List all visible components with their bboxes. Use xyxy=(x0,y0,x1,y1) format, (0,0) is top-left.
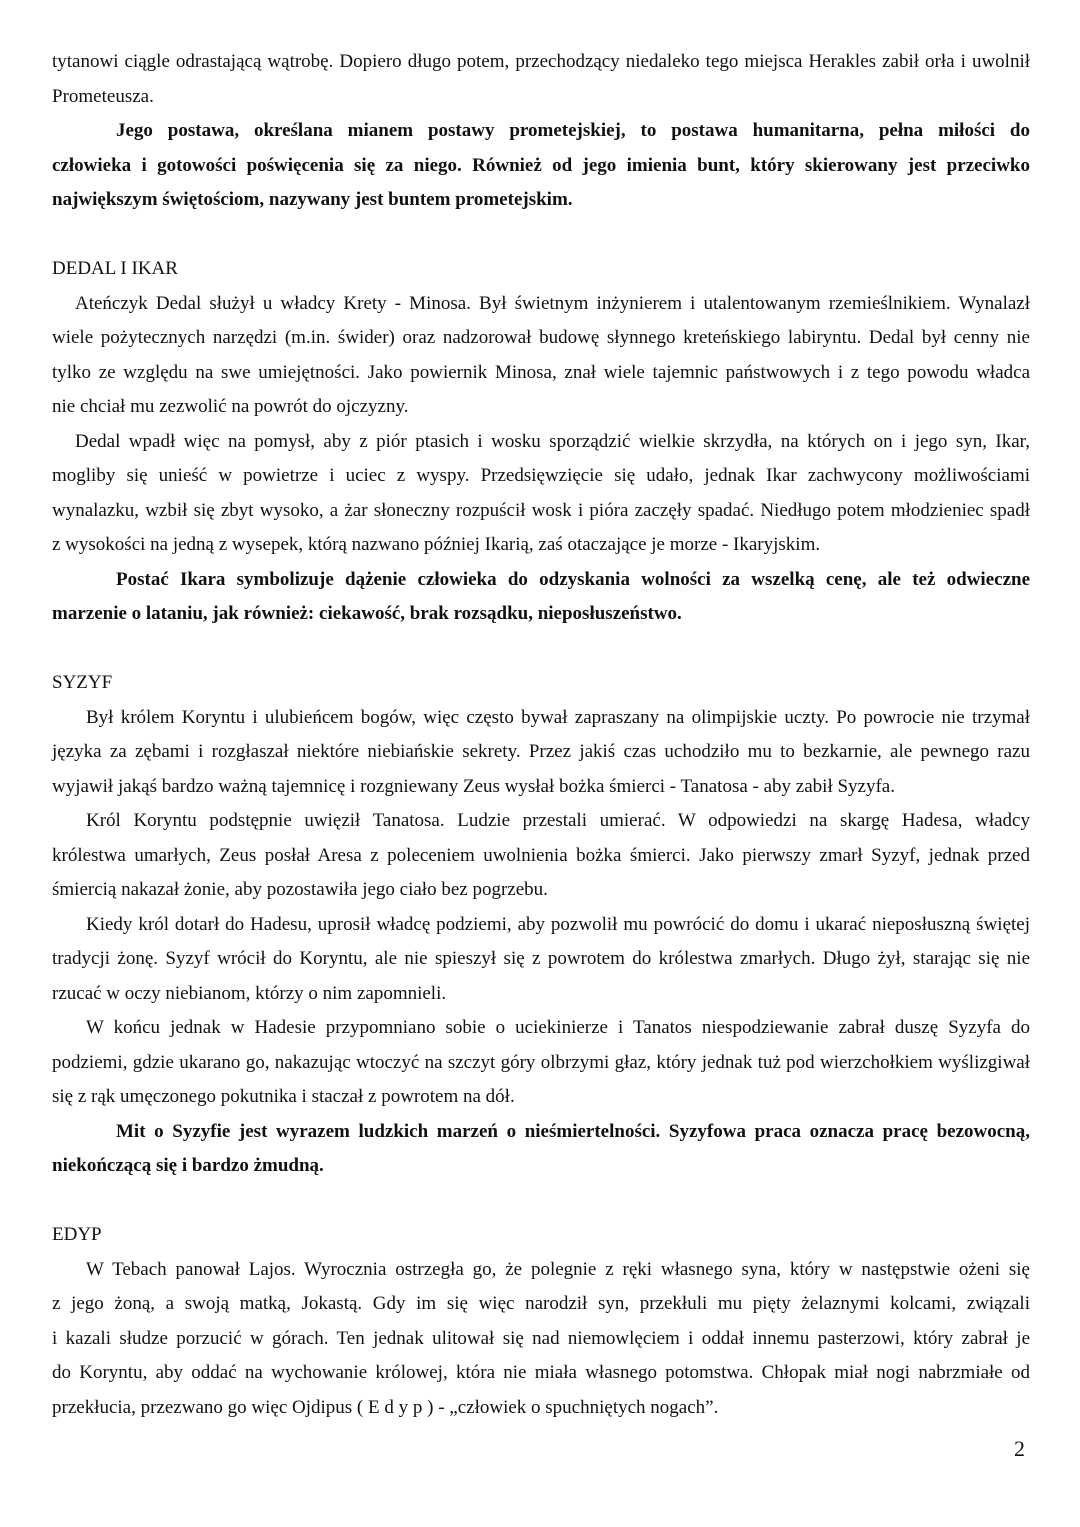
text-line: człowieka i gotowości poświęcenia się za niego. Również od jego imienia bunt, który skierowany jest przeciwko xyxy=(52,154,1030,176)
section-heading: SYZYF xyxy=(52,672,113,693)
paragraph xyxy=(52,287,1030,425)
paragraph xyxy=(52,804,1030,908)
text-line: się z rąk umęczonego pokutnika i staczał z powrotem na dół. xyxy=(52,1086,515,1107)
text-line: Jego postawa, określana mianem postawy prometejskiej, to postawa humanitarna, pełna miłości do xyxy=(116,120,1030,141)
bold-summary-paragraph xyxy=(52,563,1030,632)
paragraph xyxy=(52,1253,1030,1426)
text-line: mogliby się unieść w powietrze i uciec z wyspy. Przedsięwzięcie się udało, jednak Ikar zachwycony możliwościami xyxy=(52,465,1030,486)
paragraph xyxy=(52,45,1030,114)
text-line: Kiedy król dotarł do Hadesu, uprosił władcę podziemi, aby pozwolił mu powrócić do domu i ukarać nieposłuszną świętej xyxy=(86,913,1030,935)
paragraph xyxy=(52,701,1030,805)
text-line: z jego żoną, a swoją matką, Jokastą. Gdy im się więc narodził syn, przekłuli mu pięty żelaznymi kolcami, związali xyxy=(52,1293,1030,1314)
bold-summary-paragraph xyxy=(52,1115,1030,1184)
text-line: tradycji żonę. Syzyf wrócił do Koryntu, ale nie spieszył się z powrotem do królestwa zmarłych. Długo żył, starając się nie xyxy=(52,948,1030,969)
text-line: z wysokości na jedną z wysepek, którą nazwano później Ikarią, zaś otaczające je morze - Ikaryjskim. xyxy=(52,534,821,555)
text-line: marzenie o lataniu, jak również: ciekawość, brak rozsądku, nieposłuszeństwo. xyxy=(52,603,682,624)
paragraph xyxy=(52,908,1030,1012)
paragraph xyxy=(52,1011,1030,1115)
bold-summary-paragraph xyxy=(52,114,1030,218)
text-line: i kazali słudze porzucić w górach. Ten jednak ulitował się nad niemowlęciem i oddał innemu pasterzowi, który zabrał je xyxy=(52,1327,1030,1349)
text-line: W końcu jednak w Hadesie przypomniano sobie o uciekinierze i Tanatos niespodziewanie zabrał duszę Syzyfa do xyxy=(86,1017,1030,1038)
text-line: Dedal wpadł więc na pomysł, aby z piór ptasich i wosku sporządzić wielkie skrzydła, na których on i jego syn, Ikar, xyxy=(75,430,1030,452)
document-body xyxy=(52,45,1030,1425)
text-line: podziemi, gdzie ukarano go, nakazując wtoczyć na szczyt góry olbrzymi głaz, który jednak tuż pod wierzchołkiem wyślizgiwał xyxy=(52,1051,1030,1073)
text-line: języka za zębami i rozgłaszał niektóre niebiańskie sekrety. Przez jakiś czas uchodziło mu to bezkarnie, ale pewnego razu xyxy=(52,741,1030,762)
text-line: rzucać w oczy niebianom, którzy o nim zapomnieli. xyxy=(52,982,447,1004)
text-line: śmiercią nakazał żonie, aby pozostawiła jego ciało bez pogrzebu. xyxy=(52,879,548,900)
text-line: Mit o Syzyfie jest wyrazem ludzkich marzeń o nieśmiertelności. Syzyfowa praca oznacza pracę bezowocną, xyxy=(116,1120,1030,1142)
text-line: wyjawił jakąś bardzo ważną tajemnicę i rozgniewany Zeus wysłał bożka śmierci - Tanatosa - aby zabił Syzyfa. xyxy=(52,775,895,797)
text-line: wiele pożytecznych narzędzi (m.in. świder) oraz nadzorował budowę słynnego kreteńskiego labiryntu. Dedal był cenny nie xyxy=(52,327,1030,348)
page-number: 2 xyxy=(1014,1436,1025,1461)
paragraph xyxy=(52,425,1030,563)
text-line: królestwa umarłych, Zeus posłał Aresa z poleceniem uwolnienia bożka śmierci. Jako pierwszy zmarł Syzyf, jednak przed xyxy=(52,844,1030,866)
text-line: niekończącą się i bardzo żmudną. xyxy=(52,1155,324,1176)
section-heading: DEDAL I IKAR xyxy=(52,258,178,279)
blank-line xyxy=(52,218,1030,253)
text-line: wynalazku, wzbił się zbyt wysoko, a żar słoneczny rozpuścił wosk i pióra zaczęły spadać. Niedługo potem młodzieniec spadł xyxy=(52,499,1030,521)
text-line: tylko ze względu na swe umiejętności. Jako powiernik Minosa, znał wiele tajemnic państwowych i z tego powodu władca xyxy=(52,361,1030,383)
text-line: Król Koryntu podstępnie uwięził Tanatosa. Ludzie przestali umierać. W odpowiedzi na skargę Hadesa, władcy xyxy=(86,810,1030,831)
text-line: tytanowi ciągle odrastającą wątrobę. Dopiero długo potem, przechodzący niedaleko tego miejsca Herakles zabił orła i uwolnił xyxy=(52,51,1030,72)
blank-line xyxy=(52,632,1030,667)
section-heading: EDYP xyxy=(52,1224,102,1245)
text-line: do Koryntu, aby oddać na wychowanie królowej, która nie miała własnego potomstwa. Chłopak miał nogi nabrzmiałe od xyxy=(52,1362,1030,1383)
text-line: największym świętościom, nazywany jest buntem prometejskim. xyxy=(52,189,573,210)
text-line: nie chciał mu zezwolić na powrót do ojczyzny. xyxy=(52,396,409,417)
text-line: Postać Ikara symbolizuje dążenie człowieka do odzyskania wolności za wszelką cenę, ale też odwieczne xyxy=(116,568,1030,590)
text-line: Prometeusza. xyxy=(52,85,154,107)
text-line: Ateńczyk Dedal służył u władcy Krety - Minosa. Był świetnym inżynierem i utalentowanym rzemieślnikiem. Wynalazł xyxy=(75,292,1030,314)
blank-line xyxy=(52,1184,1030,1219)
text-line: Był królem Koryntu i ulubieńcem bogów, więc często bywał zapraszany na olimpijskie uczty. Po powrocie nie trzymał xyxy=(86,706,1030,728)
text-line: przekłucia, przezwano go więc Ojdipus ( E d y p ) - „człowiek o spuchniętych nogach”. xyxy=(52,1396,719,1418)
text-line: W Tebach panował Lajos. Wyrocznia ostrzegła go, że polegnie z ręki własnego syna, który w następstwie ożeni się xyxy=(86,1258,1030,1280)
